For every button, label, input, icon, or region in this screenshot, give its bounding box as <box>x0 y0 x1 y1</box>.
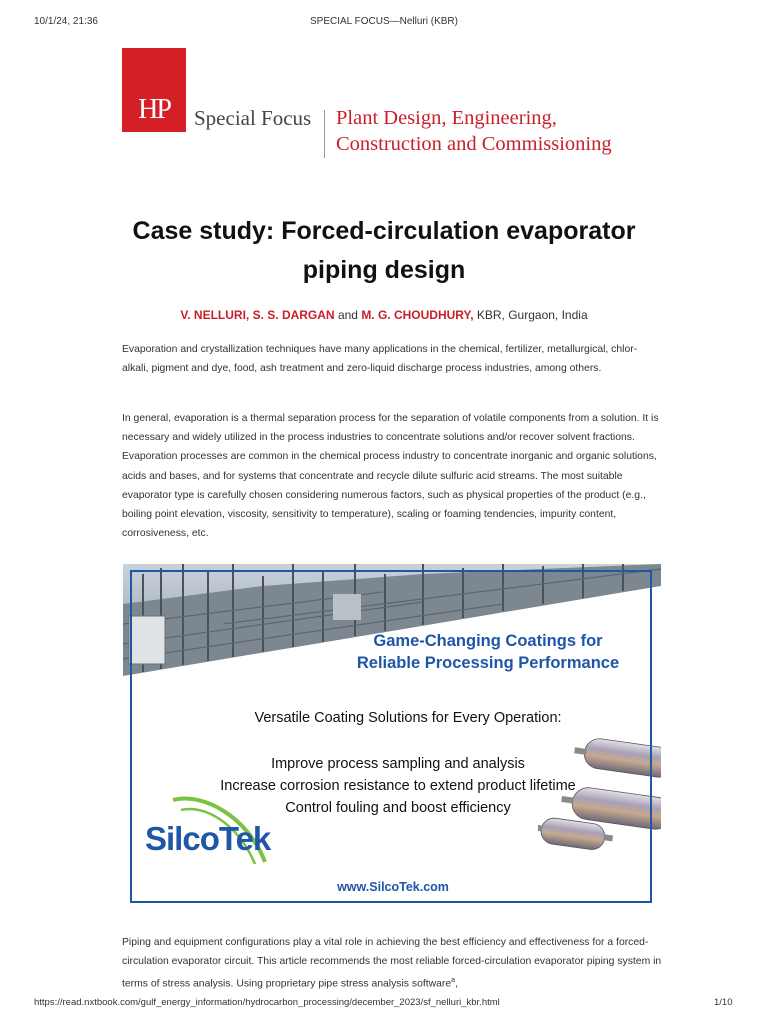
ad-bullet-1: Improve process sampling and analysis <box>271 756 525 772</box>
ad-bullet-3: Control fouling and boost efficiency <box>285 800 511 816</box>
ad-headline-line-1: Game-Changing Coatings for <box>373 632 603 650</box>
article-title-line-1: Case study: Forced-circulation evaporator <box>132 217 636 245</box>
hp-logo-text: HP <box>138 94 170 125</box>
author-conjunction: and <box>334 308 362 322</box>
author-names-2: M. G. CHOUDHURY, <box>361 308 474 322</box>
hp-logo <box>122 48 186 132</box>
ad-subheading: Versatile Coating Solutions for Every Operation: <box>254 710 562 726</box>
footnote-marker-a[interactable]: a <box>451 977 456 985</box>
paragraph-3-tail: , <box>455 978 458 990</box>
print-footer-url: https://read.nxtbook.com/gulf_energy_information/hydrocarbon_processing/december_2023/sf_nelluri_kbr.html <box>34 997 500 1008</box>
print-page-title: SPECIAL FOCUS—Nelluri (KBR) <box>310 16 458 27</box>
article-title <box>100 212 668 290</box>
ad-frame <box>130 570 652 903</box>
author-line <box>0 308 768 322</box>
author-affiliation: KBR, Gurgaon, India <box>473 308 588 322</box>
paragraph-2: In general, evaporation is a thermal separation process for the separation of volatile components from a solution. It is necessary and widely utilized in the process industries to concentrate solutions and/or recover solvent fractions. Evaporation processes are common in the chemical process industry to concentrate inorganic and organic solutions, acids and bases, and for systems that concentrate and recycle dilute sulfuric acid streams. The most suitable evaporator type is carefully chosen considering numerous factors, such as physical properties of the product (e.g., boiling point elevation, viscosity, sensitivity to temperature), scaling or foaming tendencies, impurity content, corrosiveness, etc. <box>122 413 659 540</box>
topic-line-2: Construction and Commissioning <box>336 133 612 155</box>
silcotek-logo-text: SilcoTek <box>145 820 271 857</box>
special-focus-label: Special Focus <box>194 106 312 130</box>
paragraph-3 <box>122 933 662 994</box>
author-names-1: V. NELLURI, S. S. DARGAN <box>180 308 335 322</box>
print-page-number: 1/10 <box>714 997 733 1008</box>
paragraph-3-text: Piping and equipment configurations play a vital role in achieving the best efficiency and effectiveness for a forced-circulation evaporator circuit. This article recommends the most reliable forced-circulation evaporator piping system in terms of stress analysis. Using proprietary pipe stress analysis software <box>122 937 662 990</box>
ad-url-link[interactable]: www.SilcoTek.com <box>337 880 449 894</box>
article-title-line-2: piping design <box>302 256 466 284</box>
print-datetime: 10/1/24, 21:36 <box>34 16 98 27</box>
topic-line-1: Plant Design, Engineering, <box>336 107 557 129</box>
paragraph-1: Evaporation and crystallization techniques have many applications in the chemical, fertilizer, metallurgical, chlor-alkali, pigment and dye, food, ash treatment and zero-liquid discharge process industries, among others. <box>122 344 638 375</box>
ad-headline-line-2: Reliable Processing Performance <box>356 654 620 672</box>
masthead-divider <box>324 110 325 158</box>
ad-bullet-2: Increase corrosion resistance to extend product lifetime <box>220 778 576 794</box>
